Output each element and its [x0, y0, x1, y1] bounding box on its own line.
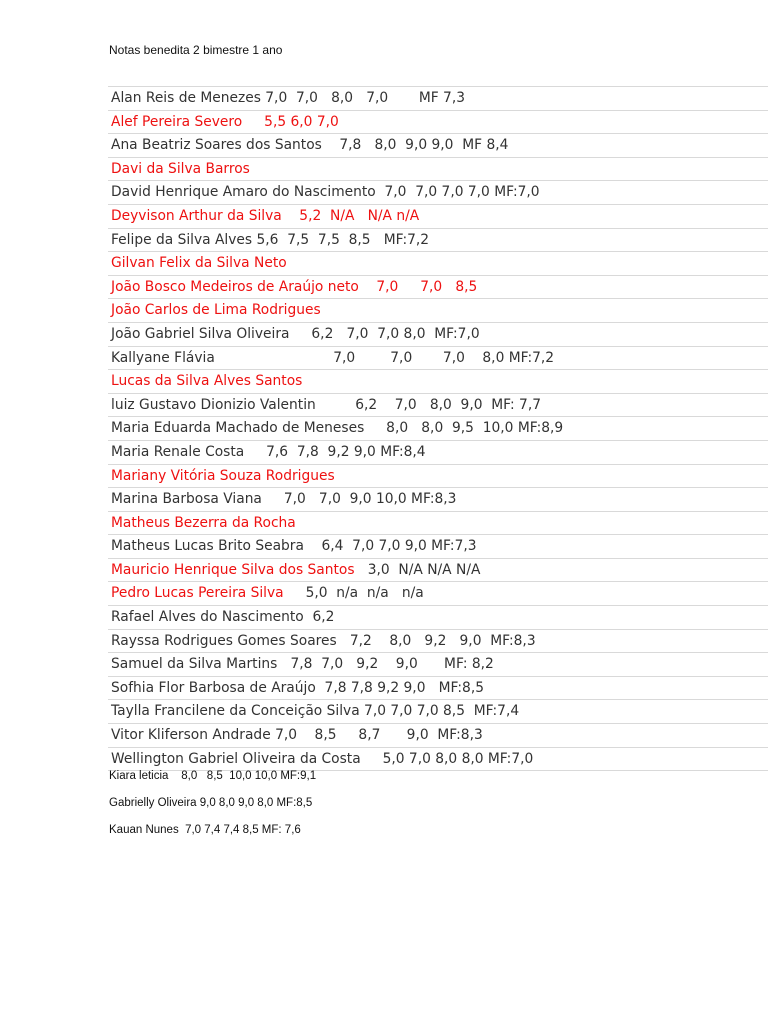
student-row [108, 582, 768, 606]
extra-student-line: Gabrielly Oliveira 9,0 8,0 9,0 8,0 MF:8,5 [109, 797, 313, 809]
student-grades: 5,0 n/a n/a n/a [283, 585, 424, 602]
student-row: João Carlos de Lima Rodrigues [108, 299, 768, 323]
student-row: David Henrique Amaro do Nascimento 7,0 7,0 7,0 7,0 MF:7,0 [108, 181, 768, 205]
student-row: Samuel da Silva Martins 7,8 7,0 9,2 9,0 MF: 8,2 [108, 653, 768, 677]
student-row: Sofhia Flor Barbosa de Araújo 7,8 7,8 9,2 9,0 MF:8,5 [108, 677, 768, 701]
grades-table [108, 86, 768, 771]
extra-student-line: Kauan Nunes 7,0 7,4 7,4 8,5 MF: 7,6 [109, 824, 301, 836]
student-row: Felipe da Silva Alves 5,6 7,5 7,5 8,5 MF:7,2 [108, 229, 768, 253]
document-title: Notas benedita 2 bimestre 1 ano [109, 43, 283, 57]
student-row: Vitor Kliferson Andrade 7,0 8,5 8,7 9,0 MF:8,3 [108, 724, 768, 748]
student-row: Rafael Alves do Nascimento 6,2 [108, 606, 768, 630]
student-row: Lucas da Silva Alves Santos [108, 370, 768, 394]
student-row: Maria Renale Costa 7,6 7,8 9,2 9,0 MF:8,4 [108, 441, 768, 465]
student-name: Mauricio Henrique Silva dos Santos [111, 561, 355, 578]
student-row: Mariany Vitória Souza Rodrigues [108, 465, 768, 489]
student-name: Pedro Lucas Pereira Silva [111, 585, 284, 602]
student-grades: 3,0 N/A N/A N/A [354, 561, 481, 578]
extra-students-list [109, 766, 316, 847]
student-row: Matheus Bezerra da Rocha [108, 512, 768, 536]
extra-student-line: Kiara leticia 8,0 8,5 10,0 10,0 MF:9,1 [109, 770, 317, 782]
student-row: Gilvan Felix da Silva Neto [108, 252, 768, 276]
student-row: Taylla Francilene da Conceição Silva 7,0 7,0 7,0 8,5 MF:7,4 [108, 700, 768, 724]
student-row: Alef Pereira Severo 5,5 6,0 7,0 [108, 111, 768, 135]
student-row: luiz Gustavo Dionizio Valentin 6,2 7,0 8,0 9,0 MF: 7,7 [108, 394, 768, 418]
student-row: Maria Eduarda Machado de Meneses 8,0 8,0 9,5 10,0 MF:8,9 [108, 417, 768, 441]
student-row: Deyvison Arthur da Silva 5,2 N/A N/A n/A [108, 205, 768, 229]
student-row: Kallyane Flávia 7,0 7,0 7,0 8,0 MF:7,2 [108, 347, 768, 371]
student-row: João Gabriel Silva Oliveira 6,2 7,0 7,0 8,0 MF:7,0 [108, 323, 768, 347]
student-row: Wellington Gabriel Oliveira da Costa 5,0 7,0 8,0 8,0 MF:7,0 [108, 748, 768, 772]
student-row: Marina Barbosa Viana 7,0 7,0 9,0 10,0 MF:8,3 [108, 488, 768, 512]
student-row: Davi da Silva Barros [108, 158, 768, 182]
student-row: Ana Beatriz Soares dos Santos 7,8 8,0 9,0 9,0 MF 8,4 [108, 134, 768, 158]
student-row: João Bosco Medeiros de Araújo neto 7,0 7,0 8,5 [108, 276, 768, 300]
student-row: Rayssa Rodrigues Gomes Soares 7,2 8,0 9,2 9,0 MF:8,3 [108, 630, 768, 654]
student-row: Matheus Lucas Brito Seabra 6,4 7,0 7,0 9,0 MF:7,3 [108, 535, 768, 559]
student-row [108, 559, 768, 583]
student-row: Alan Reis de Menezes 7,0 7,0 8,0 7,0 MF 7,3 [108, 87, 768, 111]
